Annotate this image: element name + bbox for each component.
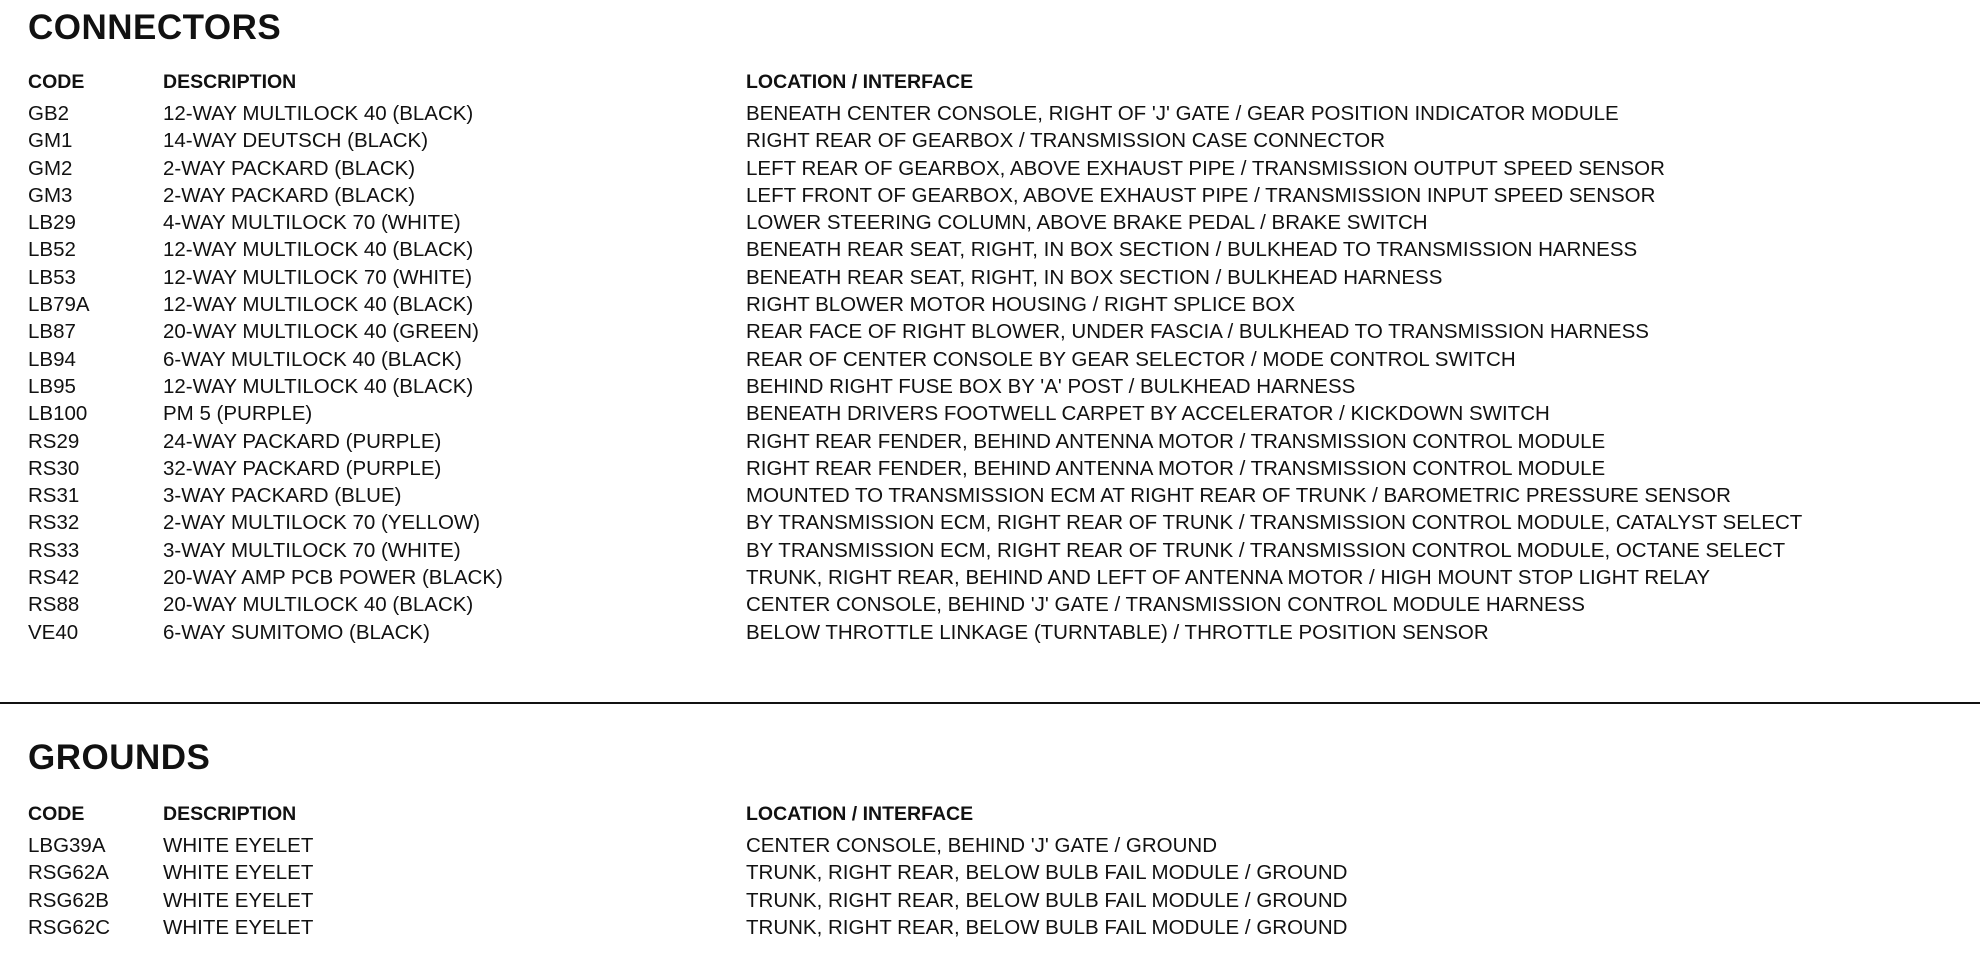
row-location: TRUNK, RIGHT REAR, BEHIND AND LEFT OF ANTENNA MOTOR / HIGH MOUNT STOP LIGHT RELAY [746, 566, 1711, 590]
row-description: 12-WAY MULTILOCK 40 (BLACK) [163, 238, 474, 262]
table-row [28, 155, 1978, 182]
table-row [28, 291, 1978, 318]
row-code: RSG62B [28, 888, 109, 912]
table-row [28, 127, 1978, 154]
row-description: 6-WAY MULTILOCK 40 (BLACK) [163, 347, 462, 371]
row-location: BENEATH DRIVERS FOOTWELL CARPET BY ACCELERATOR / KICKDOWN SWITCH [746, 402, 1550, 426]
row-code: RSG62C [28, 915, 111, 939]
connectors-description-header: DESCRIPTION [163, 71, 297, 93]
row-code: GM3 [28, 183, 73, 207]
row-description: PM 5 (PURPLE) [163, 402, 313, 426]
row-location: BELOW THROTTLE LINKAGE (TURNTABLE) / THROTTLE POSITION SENSOR [746, 620, 1489, 644]
row-description: 2-WAY PACKARD (BLACK) [163, 156, 416, 180]
row-description: 2-WAY MULTILOCK 70 (YELLOW) [163, 511, 481, 535]
row-code: RS88 [28, 593, 80, 617]
table-row [28, 373, 1978, 400]
table-row [28, 182, 1978, 209]
row-code: GB2 [28, 102, 70, 125]
table-row [28, 428, 1978, 455]
row-location: LEFT REAR OF GEARBOX, ABOVE EXHAUST PIPE / TRANSMISSION OUTPUT SPEED SENSOR [746, 156, 1665, 180]
table-row [28, 264, 1978, 291]
table-row [28, 346, 1978, 373]
row-location: BY TRANSMISSION ECM, RIGHT REAR OF TRUNK / TRANSMISSION CONTROL MODULE, CATALYST SELECT [746, 511, 1803, 535]
table-row [28, 887, 1978, 914]
row-description: 4-WAY MULTILOCK 70 (WHITE) [163, 211, 461, 235]
row-code: RSG62A [28, 861, 109, 885]
row-code: LB87 [28, 320, 76, 344]
row-code: RS42 [28, 566, 80, 590]
grounds-code-header: CODE [28, 803, 85, 825]
row-code: RS32 [28, 511, 80, 535]
table-row [28, 455, 1978, 482]
row-description: 2-WAY PACKARD (BLACK) [163, 183, 416, 207]
row-code: LB29 [28, 211, 76, 235]
table-row [28, 564, 1978, 591]
row-location: BENEATH REAR SEAT, RIGHT, IN BOX SECTION / BULKHEAD HARNESS [746, 265, 1443, 289]
row-description: 20-WAY MULTILOCK 40 (BLACK) [163, 593, 474, 617]
grounds-description-header: DESCRIPTION [163, 803, 297, 825]
row-code: LB53 [28, 265, 76, 289]
table-row [28, 100, 1978, 127]
row-code: LB94 [28, 347, 76, 371]
row-description: WHITE EYELET [163, 861, 314, 885]
row-location: LEFT FRONT OF GEARBOX, ABOVE EXHAUST PIPE / TRANSMISSION INPUT SPEED SENSOR [746, 183, 1656, 207]
row-location: REAR OF CENTER CONSOLE BY GEAR SELECTOR / MODE CONTROL SWITCH [746, 347, 1516, 371]
row-location: CENTER CONSOLE, BEHIND 'J' GATE / TRANSMISSION CONTROL MODULE HARNESS [746, 593, 1585, 617]
row-description: 12-WAY MULTILOCK 40 (BLACK) [163, 293, 474, 317]
row-location: BEHIND RIGHT FUSE BOX BY 'A' POST / BULKHEAD HARNESS [746, 374, 1356, 398]
table-row [28, 236, 1978, 263]
row-description: WHITE EYELET [163, 888, 314, 912]
row-code: GM1 [28, 129, 73, 153]
row-description: 32-WAY PACKARD (PURPLE) [163, 456, 442, 480]
row-description: 24-WAY PACKARD (PURPLE) [163, 429, 442, 453]
row-location: TRUNK, RIGHT REAR, BELOW BULB FAIL MODULE / GROUND [746, 888, 1348, 912]
grounds-section [28, 738, 1978, 958]
row-location: CENTER CONSOLE, BEHIND 'J' GATE / GROUND [746, 834, 1218, 857]
row-code: RS33 [28, 538, 80, 562]
row-location: RIGHT REAR FENDER, BEHIND ANTENNA MOTOR / TRANSMISSION CONTROL MODULE [746, 429, 1606, 453]
row-code: RS31 [28, 484, 80, 508]
row-code: GM2 [28, 156, 73, 180]
row-location: RIGHT REAR OF GEARBOX / TRANSMISSION CASE CONNECTOR [746, 129, 1386, 153]
row-code: LB95 [28, 374, 76, 398]
row-description: 14-WAY DEUTSCH (BLACK) [163, 129, 429, 153]
table-row [28, 482, 1978, 509]
section-divider [0, 702, 1980, 704]
connectors-title: CONNECTORS [28, 8, 282, 47]
row-location: TRUNK, RIGHT REAR, BELOW BULB FAIL MODULE / GROUND [746, 861, 1348, 885]
row-description: 12-WAY MULTILOCK 40 (BLACK) [163, 102, 474, 125]
row-description: 3-WAY PACKARD (BLUE) [163, 484, 402, 508]
row-description: WHITE EYELET [163, 915, 314, 939]
row-description: 12-WAY MULTILOCK 40 (BLACK) [163, 374, 474, 398]
grounds-table [28, 832, 1978, 941]
table-row [28, 914, 1978, 941]
row-location: RIGHT REAR FENDER, BEHIND ANTENNA MOTOR / TRANSMISSION CONTROL MODULE [746, 456, 1606, 480]
table-row [28, 318, 1978, 345]
connectors-section [28, 8, 1978, 688]
table-row [28, 832, 1978, 859]
row-location: BY TRANSMISSION ECM, RIGHT REAR OF TRUNK / TRANSMISSION CONTROL MODULE, OCTANE SELECT [746, 538, 1786, 562]
row-location: LOWER STEERING COLUMN, ABOVE BRAKE PEDAL / BRAKE SWITCH [746, 211, 1428, 235]
row-location: MOUNTED TO TRANSMISSION ECM AT RIGHT REAR OF TRUNK / BAROMETRIC PRESSURE SENSOR [746, 484, 1731, 508]
table-row [28, 591, 1978, 618]
row-description: 3-WAY MULTILOCK 70 (WHITE) [163, 538, 461, 562]
row-location: TRUNK, RIGHT REAR, BELOW BULB FAIL MODULE / GROUND [746, 915, 1348, 939]
row-code: LBG39A [28, 834, 106, 857]
row-description: 6-WAY SUMITOMO (BLACK) [163, 620, 430, 644]
row-description: 12-WAY MULTILOCK 70 (WHITE) [163, 265, 473, 289]
row-description: 20-WAY AMP PCB POWER (BLACK) [163, 566, 503, 590]
row-code: RS29 [28, 429, 80, 453]
row-location: BENEATH CENTER CONSOLE, RIGHT OF 'J' GATE / GEAR POSITION INDICATOR MODULE [746, 102, 1619, 125]
row-location: RIGHT BLOWER MOTOR HOUSING / RIGHT SPLICE BOX [746, 293, 1296, 317]
connectors-code-header: CODE [28, 71, 85, 93]
grounds-location-header: LOCATION / INTERFACE [746, 803, 974, 825]
row-code: LB52 [28, 238, 76, 262]
table-row [28, 509, 1978, 536]
row-location: BENEATH REAR SEAT, RIGHT, IN BOX SECTION / BULKHEAD TO TRANSMISSION HARNESS [746, 238, 1638, 262]
row-description: 20-WAY MULTILOCK 40 (GREEN) [163, 320, 479, 344]
row-code: RS30 [28, 456, 80, 480]
row-code: LB79A [28, 293, 90, 317]
row-code: LB100 [28, 402, 88, 426]
connectors-location-header: LOCATION / INTERFACE [746, 71, 974, 93]
table-row [28, 209, 1978, 236]
table-row [28, 859, 1978, 886]
row-code: VE40 [28, 620, 79, 644]
row-description: WHITE EYELET [163, 834, 314, 857]
connectors-table [28, 100, 1978, 646]
table-row [28, 400, 1978, 427]
row-location: REAR FACE OF RIGHT BLOWER, UNDER FASCIA / BULKHEAD TO TRANSMISSION HARNESS [746, 320, 1649, 344]
table-row [28, 619, 1978, 646]
table-row [28, 537, 1978, 564]
grounds-title: GROUNDS [28, 738, 211, 777]
